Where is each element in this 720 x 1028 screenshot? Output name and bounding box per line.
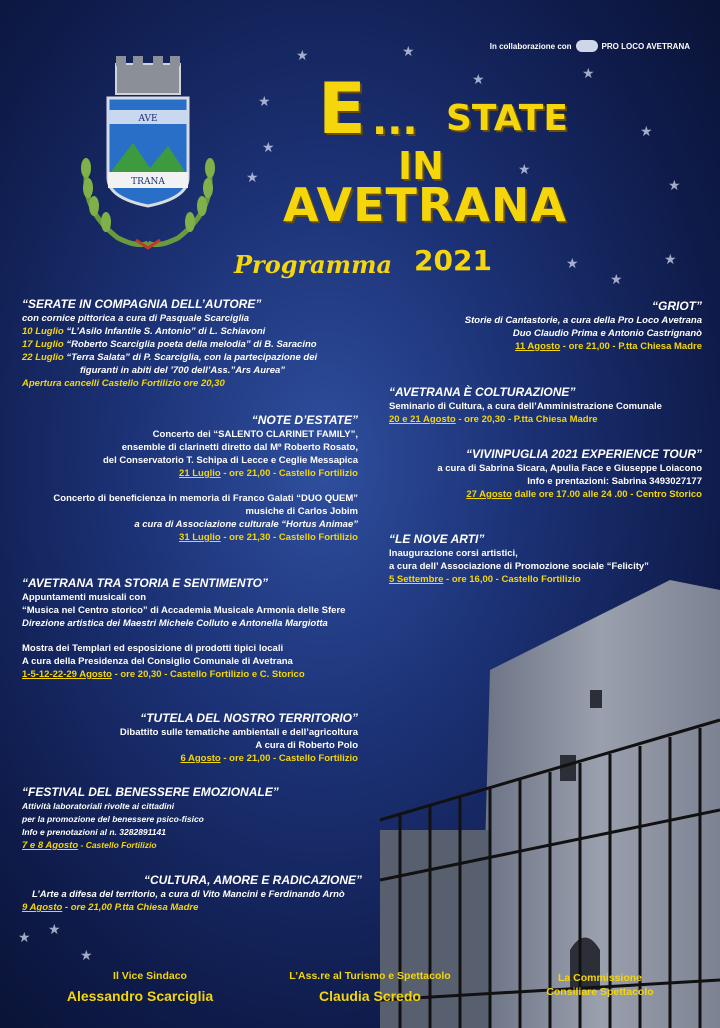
star-icon: ★ bbox=[582, 65, 595, 81]
event-title: “LE NOVE ARTI” bbox=[389, 532, 485, 546]
star-icon: ★ bbox=[518, 161, 531, 177]
event-line: - ore 21,30 - Castello Fortilizio bbox=[220, 532, 358, 543]
event-title: “AVETRANA È COLTURAZIONE” bbox=[389, 385, 576, 399]
event-tutela-territorio bbox=[120, 710, 358, 765]
event-line: - ore 16,00 - Castello Fortilizio bbox=[443, 574, 581, 585]
star-icon: ★ bbox=[18, 929, 31, 945]
event-line: figuranti in abiti del ’700 dell’Ass.”Ars Aurea” bbox=[80, 365, 286, 376]
pro-loco-logo-icon bbox=[576, 40, 598, 52]
event-line: del Conservatorio T. Schipa di Lecce e Ceglie Messapica bbox=[102, 455, 358, 466]
assessore-name: Claudia Scredo bbox=[319, 988, 421, 1004]
event-line: per la promozione del benessere psico-fisico bbox=[22, 814, 204, 824]
event-line: con cornice pittorica a cura di Pasquale Scarciglia bbox=[22, 313, 250, 324]
event-date: 1-5-12-22-29 Agosto bbox=[22, 669, 112, 680]
event-date: 27 Agosto bbox=[466, 489, 512, 500]
event-line: Seminario di Cultura, a cura dell’Amministrazione Comunale bbox=[389, 401, 662, 412]
event-griot bbox=[465, 298, 702, 353]
event-date: 17 Luglio bbox=[22, 339, 64, 350]
commissione-line-1: La Commissione bbox=[557, 972, 643, 984]
event-festival-benessere bbox=[22, 784, 279, 852]
vice-sindaco-name: Alessandro Scarciglia bbox=[66, 988, 214, 1004]
event-line: “Terra Salata” di P. Scarciglia, con la partecipazione dei bbox=[63, 352, 318, 363]
event-line: a cura dell’ Associazione di Promozione sociale “Felicity” bbox=[389, 561, 649, 572]
event-title: “SERATE IN COMPAGNIA DELL’AUTORE” bbox=[22, 297, 262, 311]
event-serate-autore bbox=[22, 296, 317, 390]
event-title: “AVETRANA TRA STORIA E SENTIMENTO” bbox=[22, 576, 269, 590]
event-line: - ore 20,30 - P.tta Chiesa Madre bbox=[455, 414, 598, 425]
event-nove-arti bbox=[389, 531, 649, 586]
star-icon: ★ bbox=[610, 271, 623, 287]
collab-label: In collaborazione con bbox=[489, 41, 572, 51]
title-in: IN bbox=[398, 144, 444, 188]
event-line: musiche di Carlos Jobim bbox=[245, 506, 358, 517]
collaboration-credit bbox=[490, 40, 690, 52]
title-town: AVETRANA bbox=[283, 178, 567, 232]
event-date: 5 Settembre bbox=[389, 574, 444, 585]
event-line: a cura di Sabrina Sicara, Apulia Face e Giuseppe Loiacono bbox=[437, 463, 702, 474]
event-line: Apertura cancelli Castello Fortilizio ore 20,30 bbox=[22, 378, 225, 389]
event-title: “VIVINPUGLIA 2021 EXPERIENCE TOUR” bbox=[465, 447, 702, 461]
event-date: 7 e 8 Agosto bbox=[22, 840, 79, 851]
title-e: E bbox=[318, 68, 368, 150]
star-icon: ★ bbox=[664, 251, 677, 267]
event-line: dalle ore 17.00 alle 24 .00 - Centro Storico bbox=[511, 489, 702, 500]
event-line: Direzione artistica dei Maestri Michele Colluto e Antonella Margiotta bbox=[22, 618, 328, 629]
event-line: - ore 20,30 - Castello Fortilizio e C. Storico bbox=[111, 669, 305, 680]
collab-org: PRO LOCO AVETRANA bbox=[601, 41, 690, 51]
crest-band-bottom: TRANA bbox=[131, 177, 165, 187]
event-colturazione bbox=[389, 384, 662, 426]
title-dots: ... bbox=[372, 98, 418, 144]
event-date: 20 e 21 Agosto bbox=[389, 414, 456, 425]
star-icon: ★ bbox=[246, 169, 259, 185]
event-line: - ore 21,00 - Castello Fortilizio bbox=[220, 468, 358, 479]
commissione-line-2: Consiliare Spettacolo bbox=[546, 986, 654, 998]
event-line: - ore 21,00 P.tta Chiesa Madre bbox=[62, 902, 199, 913]
event-title: “NOTE D’ESTATE” bbox=[251, 413, 358, 427]
event-title: “CULTURA, AMORE E RADICAZIONE” bbox=[144, 873, 362, 887]
event-vivinpuglia bbox=[437, 446, 702, 501]
vice-sindaco-role: Il Vice Sindaco bbox=[113, 970, 187, 982]
event-date: 11 Agosto bbox=[515, 341, 561, 352]
event-date: 9 Agosto bbox=[22, 902, 63, 913]
programma-label: Programma bbox=[234, 250, 393, 279]
event-storia-sentimento bbox=[22, 575, 345, 681]
star-icon: ★ bbox=[640, 123, 653, 139]
event-title: “FESTIVAL DEL BENESSERE EMOZIONALE” bbox=[22, 785, 279, 799]
event-line: Mostra dei Templari ed esposizione di prodotti tipici locali bbox=[22, 643, 284, 654]
event-line: “Musica nel Centro storico” di Accademia Musicale Armonia delle Sfere bbox=[22, 605, 346, 616]
event-title: “GRIOT” bbox=[652, 299, 702, 313]
star-icon: ★ bbox=[258, 93, 271, 109]
event-line: A cura di Roberto Polo bbox=[255, 740, 358, 751]
event-line: - ore 21,00 - P.tta Chiesa Madre bbox=[560, 341, 702, 352]
star-icon: ★ bbox=[262, 139, 275, 155]
castle-tower-image bbox=[380, 580, 720, 1028]
event-line: ensemble di clarinetti diretto dal Mº Roberto Rosato, bbox=[121, 442, 358, 453]
event-line: - Castello Fortilizio bbox=[78, 840, 157, 850]
event-date: 21 Luglio bbox=[179, 468, 221, 479]
event-line: “L’Asilo Infantile S. Antonio” di L. Schiavoni bbox=[63, 326, 266, 337]
star-icon: ★ bbox=[472, 71, 485, 87]
event-line: Inaugurazione corsi artistici, bbox=[389, 548, 518, 559]
event-line: Concerto dei “SALENTO CLARINET FAMILY”, bbox=[152, 429, 358, 440]
programma-year: 2021 bbox=[414, 244, 492, 277]
event-cultura-amore bbox=[22, 872, 362, 914]
star-icon: ★ bbox=[668, 177, 681, 193]
event-line: Concerto di beneficienza in memoria di Franco Galati “DUO QUEM” bbox=[53, 493, 358, 504]
event-line: Storie di Cantastorie, a cura della Pro Loco Avetrana bbox=[464, 315, 702, 326]
star-icon: ★ bbox=[80, 947, 93, 963]
star-icon: ★ bbox=[566, 255, 579, 271]
star-icon: ★ bbox=[402, 43, 415, 59]
event-line: Info e prentazioni: Sabrina 3493027177 bbox=[527, 476, 702, 487]
event-title: “TUTELA DEL NOSTRO TERRITORIO” bbox=[140, 711, 358, 725]
event-line: “Roberto Scarciglia poeta della melodia” di B. Saracino bbox=[63, 339, 317, 350]
event-line: - ore 21,00 - Castello Fortilizio bbox=[220, 753, 358, 764]
event-note-estate bbox=[53, 412, 358, 544]
title-state: STATE bbox=[446, 98, 568, 139]
star-icon: ★ bbox=[296, 47, 309, 63]
crest-band-top: AVE bbox=[138, 114, 158, 124]
event-date: 31 Luglio bbox=[179, 532, 221, 543]
event-line: Info e prenotazioni al n. 3282891141 bbox=[22, 827, 166, 837]
event-date: 22 Luglio bbox=[22, 352, 64, 363]
event-line: Appuntamenti musicali con bbox=[22, 592, 147, 603]
event-line: a cura di Associazione culturale “Hortus Animae” bbox=[134, 519, 358, 530]
coat-of-arms bbox=[78, 48, 218, 253]
event-line: Duo Claudio Prima e Antonio Castrignanò bbox=[512, 328, 702, 339]
star-icon: ★ bbox=[48, 921, 61, 937]
event-line: Attività laboratoriali rivolte ai cittadini bbox=[22, 801, 175, 811]
event-date: 10 Luglio bbox=[22, 326, 64, 337]
event-line: A cura della Presidenza del Consiglio Comunale di Avetrana bbox=[22, 656, 293, 667]
event-date: 6 Agosto bbox=[180, 753, 221, 764]
event-line: L’Arte a difesa del territorio, a cura di Vito Mancini e Ferdinando Arnò bbox=[32, 889, 345, 900]
assessore-role: L’Ass.re al Turismo e Spettacolo bbox=[289, 970, 451, 982]
event-line: Dibattito sulle tematiche ambientali e dell’agricoltura bbox=[119, 727, 358, 738]
